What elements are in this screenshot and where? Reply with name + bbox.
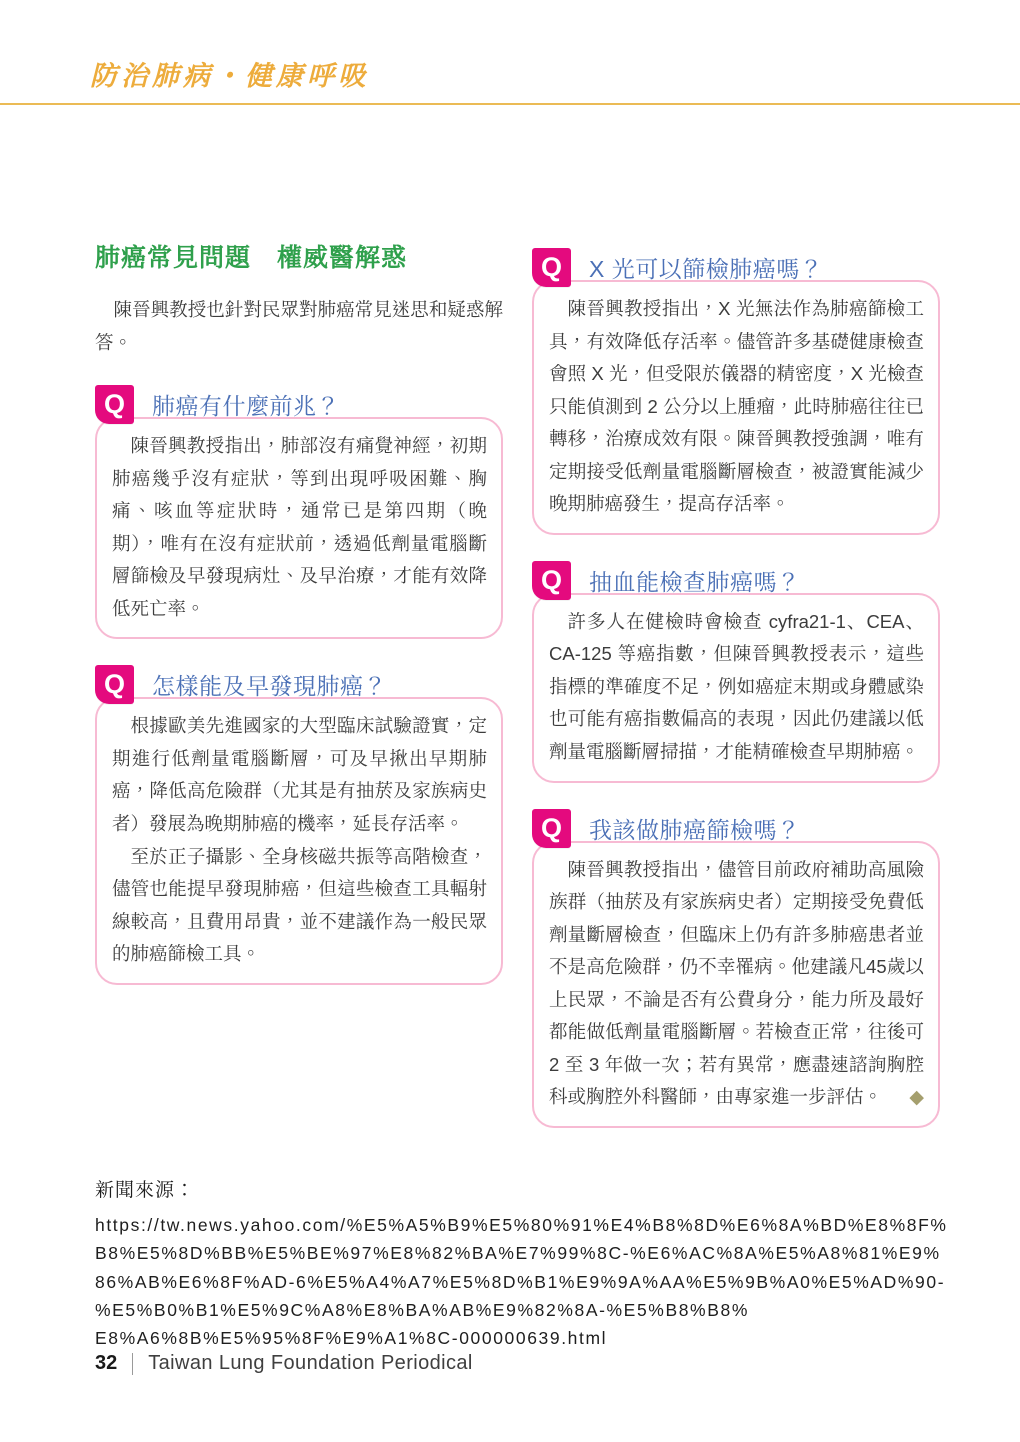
answer-paragraph: 陳晉興教授指出，肺部沒有痛覺神經，初期肺癌幾乎沒有症狀，等到出現呼吸困難、胸痛、咳血等症狀時，通常已是第四期（晚期），唯有在沒有症狀前，透過低劑量電腦斷層篩檢及早發現病灶、及早治療，才能有效降低死亡率。 xyxy=(112,435,487,619)
qa-block-2 xyxy=(95,665,503,984)
question-badge-icon: Q xyxy=(532,248,571,287)
question-badge-icon: Q xyxy=(95,665,134,704)
news-source-label: 新聞來源： xyxy=(95,1180,196,1201)
question-header xyxy=(95,385,503,424)
answer-paragraph: 陳晉興教授指出，X 光無法作為肺癌篩檢工具，有效降低存活率。儘管許多基礎健康檢查會照 X 光，但受限於儀器的精密度，X 光檢查只能偵測到 2 公分以上腫瘤，此時肺癌往往已轉移，治療成效有限。陳晉興教授強調，唯有定期接受低劑量電腦斷層檢查，被證實能減少晚期肺癌發生，提高存活率。 xyxy=(549,298,924,515)
qa-block-4 xyxy=(532,561,940,783)
footer-separator xyxy=(132,1353,133,1375)
question-badge-icon: Q xyxy=(532,809,571,848)
question-header xyxy=(95,665,503,704)
page-number: 32 xyxy=(95,1352,118,1374)
page-tagline: 防治肺病・健康呼吸 xyxy=(90,61,369,92)
answer-box xyxy=(532,593,940,783)
qa-block-1 xyxy=(95,385,503,639)
section-end-diamond-icon: ◆ xyxy=(909,1087,924,1109)
source-url-line: 86%AB%E6%8F%AD-6%E5%A4%A7%E5%8D%B1%E9%9A%AA%E5%9B%A0%E5%AD%90- xyxy=(95,1271,946,1292)
question-title: X 光可以篩檢肺癌嗎？ xyxy=(589,256,824,282)
answer-box xyxy=(95,417,503,639)
answer-text: 陳晉興教授指出，儘管目前政府補助高風險族群（抽菸及有家族病史者）定期接受免費低劑量斷層檢查，但臨床上仍有許多肺癌患者並不是高危險群，仍不幸罹病。他建議凡45歲以上民眾，不論是否有公費身分，能力所及最好都能做低劑量電腦斷層。若檢查正常，往後可 2 至 3 年做一次；若有異常，應盡速諮詢胸腔科或胸腔外科醫師，由專家進一步評估。 xyxy=(549,858,924,1108)
question-title: 怎樣能及早發現肺癌？ xyxy=(152,673,387,700)
question-header xyxy=(532,809,940,848)
source-url-line: %E5%B0%B1%E5%9C%A8%E8%BA%AB%E9%82%8A-%E5%B8%B8% xyxy=(95,1300,749,1321)
question-title: 抽血能檢查肺癌嗎？ xyxy=(589,568,801,595)
question-title: 肺癌有什麼前兆？ xyxy=(152,393,340,420)
article-title: 肺癌常見問題 權威醫解惑 xyxy=(95,244,408,272)
right-column xyxy=(532,238,940,1128)
source-url-line: E8%A6%8B%E5%95%8F%E9%A1%8C-000000639.html xyxy=(95,1328,608,1349)
answer-box xyxy=(95,697,503,984)
header-rule xyxy=(0,103,1020,105)
answer-paragraph xyxy=(549,854,924,1114)
question-header xyxy=(532,561,940,600)
question-title: 我該做肺癌篩檢嗎？ xyxy=(589,816,801,843)
answer-box xyxy=(532,841,940,1128)
question-header xyxy=(532,248,940,287)
answer-paragraph: 至於正子攝影、全身核磁共振等高階檢查，儘管也能提早發現肺癌，但這些檢查工具輻射線較高，且費用昂貴，並不建議作為一般民眾的肺癌篩檢工具。 xyxy=(112,845,487,965)
answer-paragraph: 許多人在健檢時會檢查 cyfra21-1、CEA、CA-125 等癌指數，但陳晉興教授表示，這些指標的準確度不足，例如癌症末期或身體感染也可能有癌指數偏高的表現，因此仍建議以低劑量電腦斷層掃描，才能精確檢查早期肺癌。 xyxy=(549,610,924,763)
source-url-line: B8%E5%8D%BB%E5%BE%97%E8%82%BA%E7%99%8C-%E6%AC%8A%E5%A8%81%E9% xyxy=(95,1243,941,1264)
answer-box xyxy=(532,280,940,535)
left-column xyxy=(95,238,503,1128)
journal-name: Taiwan Lung Foundation Periodical xyxy=(148,1352,473,1374)
question-badge-icon: Q xyxy=(95,385,134,424)
question-badge-icon: Q xyxy=(532,561,571,600)
source-url-line: https://tw.news.yahoo.com/%E5%A5%B9%E5%80%91%E4%B8%8D%E6%8A%BD%E8%8F% xyxy=(95,1215,948,1235)
answer-paragraph: 根據歐美先進國家的大型臨床試驗證實，定期進行低劑量電腦斷層，可及早揪出早期肺癌，降低高危險群（尤其是有抽菸及家族病史者）發展為晚期肺癌的機率，延長存活率。 xyxy=(112,715,487,835)
page-footer xyxy=(95,1352,473,1375)
news-source xyxy=(95,1175,950,1353)
qa-block-5 xyxy=(532,809,940,1128)
article-columns xyxy=(95,238,940,1128)
qa-block-3 xyxy=(532,248,940,535)
article-intro: 陳晉興教授也針對民眾對肺癌常見迷思和疑惑解答。 xyxy=(95,299,503,353)
